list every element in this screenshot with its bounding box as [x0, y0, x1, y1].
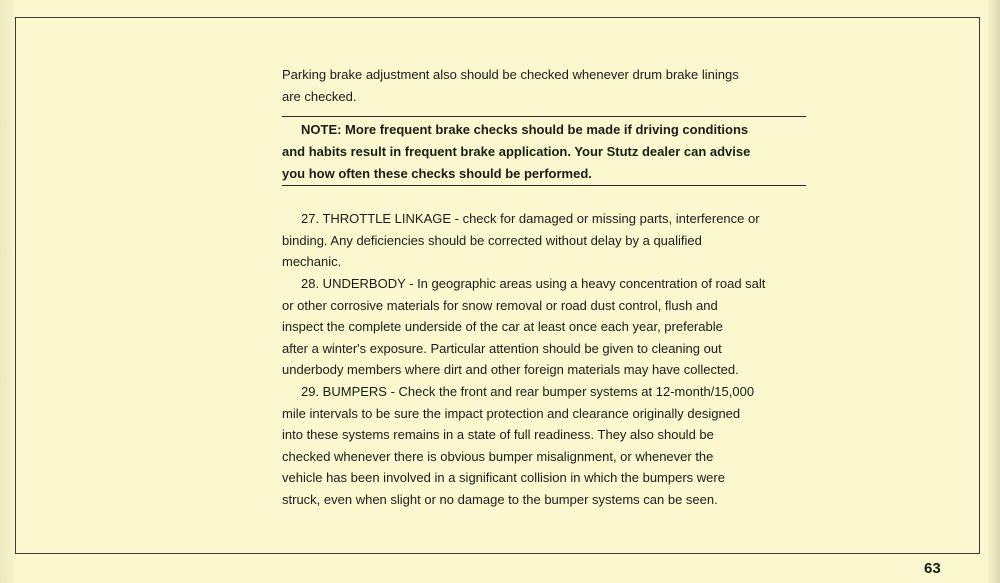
note-line: and habits result in frequent brake application. Your Stutz dealer can advise: [282, 144, 751, 160]
text-line: mechanic.: [282, 254, 342, 270]
section-heading-line: 28. UNDERBODY - In geographic areas using a heavy concentration of road salt: [301, 275, 766, 291]
text-line: mile intervals to be sure the impact protection and clearance originally designed: [282, 405, 741, 421]
text-line: underbody members where dirt and other foreign materials may have collected.: [282, 362, 739, 378]
section-heading-line: 27. THROTTLE LINKAGE - check for damaged or missing parts, interference or: [301, 211, 760, 227]
scan-edge-right: [988, 0, 1000, 583]
text-line: or other corrosive materials for snow removal or road dust control, flush and: [282, 297, 718, 313]
text-line: after a winter's exposure. Particular attention should be given to cleaning out: [282, 340, 722, 356]
scan-edge-left: [0, 0, 14, 583]
text-line: struck, even when slight or no damage to the bumper systems can be seen.: [282, 491, 718, 507]
text-line: vehicle has been involved in a significant collision in which the bumpers were: [282, 470, 725, 486]
text-line: checked whenever there is obvious bumper misalignment, or whenever the: [282, 448, 714, 464]
text-line: into these systems remains in a state of full readiness. They also should be: [282, 427, 714, 443]
underbody-section: [282, 273, 806, 381]
text-line: inspect the complete underside of the car at least once each year, preferable: [282, 319, 723, 335]
text-line: are checked.: [282, 88, 357, 104]
section-heading-line: 29. BUMPERS - Check the front and rear bumper systems at 12-month/15,000: [301, 383, 755, 399]
bumpers-section: [282, 381, 806, 511]
throttle-linkage-section: [282, 208, 806, 273]
intro-paragraph: [282, 64, 806, 107]
brake-note-box: [282, 116, 806, 186]
text-line: Parking brake adjustment also should be checked whenever drum brake linings: [282, 67, 739, 82]
text-line: binding. Any deficiencies should be corrected without delay by a qualified: [282, 232, 702, 248]
manual-text-block: [282, 64, 806, 511]
note-line: you how often these checks should be performed.: [282, 166, 592, 182]
page-number: 63: [924, 560, 941, 577]
note-line: NOTE: More frequent brake checks should be made if driving conditions: [301, 122, 749, 138]
